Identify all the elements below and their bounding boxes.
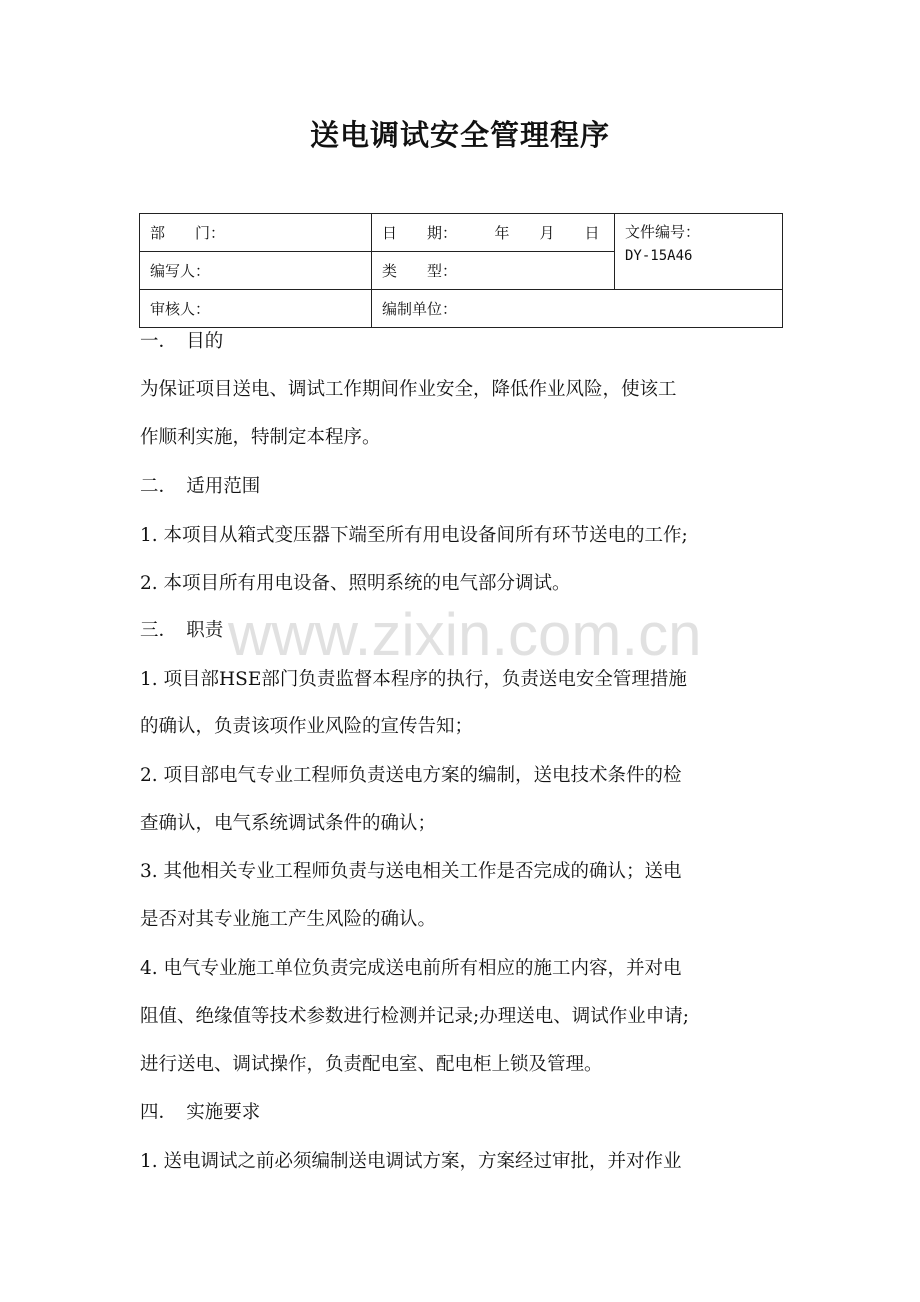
doc-number-value: DY-15A46: [625, 248, 693, 264]
department-cell: 部 门：: [140, 214, 372, 252]
body-line: 查确认，电气系统调试条件的确认；: [140, 813, 437, 834]
body-line: 四． 实施要求: [140, 1102, 261, 1123]
body-line: 3. 其他相关专业工程师负责与送电相关工作是否完成的确认；送电: [140, 861, 682, 882]
body-line: 一． 目的: [140, 331, 224, 352]
type-cell: 类 型：: [372, 252, 615, 290]
body-line: 三． 职责: [140, 620, 224, 641]
date-cell: 日 期： 年 月 日: [372, 214, 615, 252]
org-cell: 编制单位：: [372, 290, 783, 328]
body-line: 为保证项目送电、调试工作期间作业安全，降低作业风险，使该工: [140, 379, 677, 400]
body-line: 1. 项目部HSE部门负责监督本程序的执行，负责送电安全管理措施: [140, 669, 687, 690]
author-cell: 编写人：: [140, 252, 372, 290]
body-line: 是否对其专业施工产生风险的确认。: [140, 909, 437, 930]
document-title: 送电调试安全管理程序: [309, 118, 610, 152]
body-line: 1. 本项目从箱式变压器下端至所有用电设备间所有环节送电的工作;: [140, 525, 688, 546]
watermark: www.zixin.com.cn: [228, 601, 702, 668]
body-line: 阻值、绝缘值等技术参数进行检测并记录;办理送电、调试作业申请;: [140, 1006, 689, 1027]
doc-number-label: 文件编号：: [625, 223, 701, 241]
body-line: 的确认，负责该项作业风险的宣传告知；: [140, 716, 474, 737]
reviewer-cell: 审核人：: [140, 290, 372, 328]
body-line: 作顺利实施，特制定本程序。: [140, 427, 381, 448]
body-line: 2. 本项目所有用电设备、照明系统的电气部分调试。: [140, 573, 571, 594]
body-line: 进行送电、调试操作，负责配电室、配电柜上锁及管理。: [140, 1054, 603, 1075]
body-line: 1. 送电调试之前必须编制送电调试方案，方案经过审批，并对作业: [140, 1151, 682, 1172]
body-line: 4. 电气专业施工单位负责完成送电前所有相应的施工内容，并对电: [140, 958, 682, 979]
body-line: 二． 适用范围: [140, 476, 261, 497]
body-line: 2. 项目部电气专业工程师负责送电方案的编制，送电技术条件的检: [140, 765, 682, 786]
document-info-table: [139, 213, 783, 328]
doc-number-cell: [615, 214, 783, 290]
